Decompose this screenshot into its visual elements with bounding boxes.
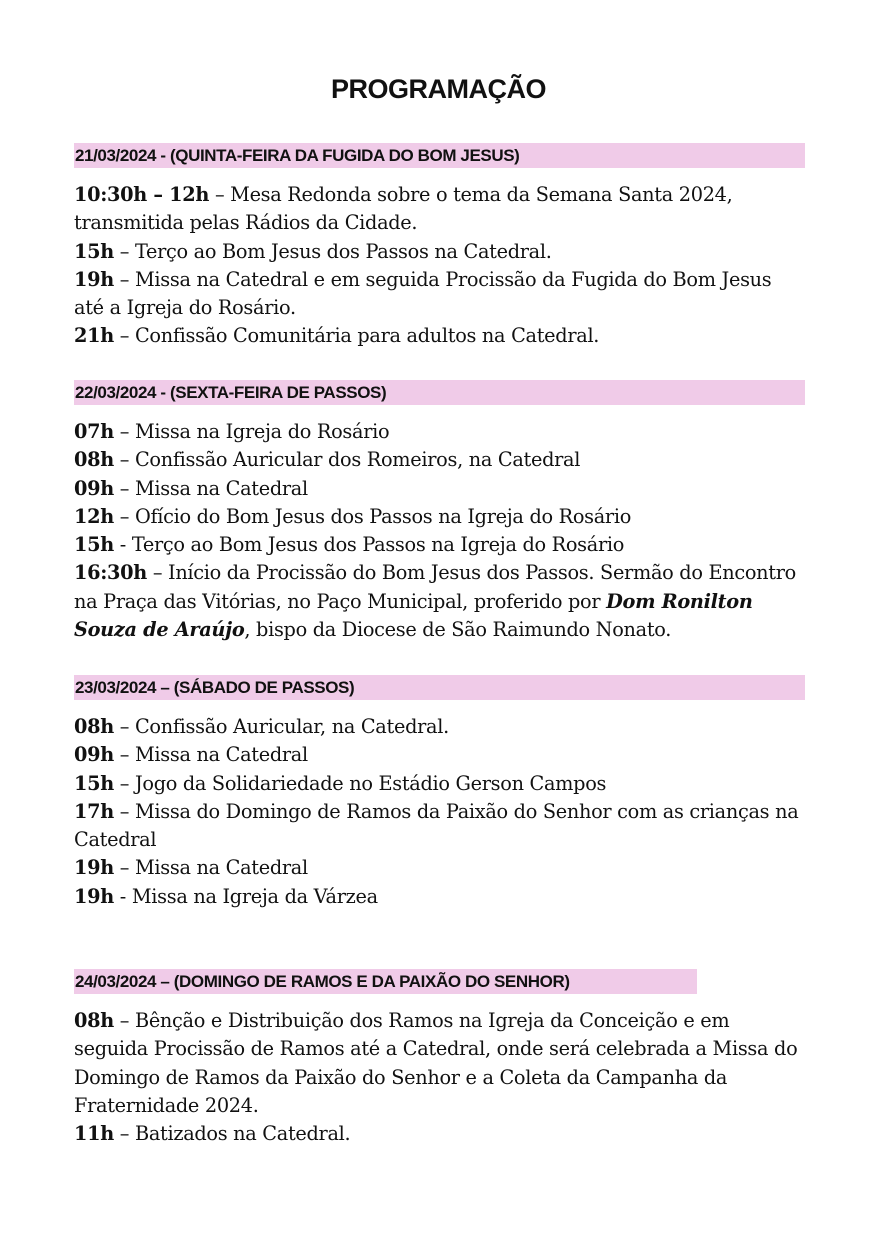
schedule-item — [74, 418, 805, 446]
schedule-text: – Bênção e Distribuição dos Ramos na Igreja da Conceição e em seguida Procissão de Ramos até a Catedral, onde será celebrada a Missa do Domingo de Ramos da Paixão do Senhor e a Coleta da Campanha da Fraternidade 2024. — [74, 1009, 798, 1117]
schedule-item — [74, 475, 805, 503]
schedule-time: 15h — [74, 239, 114, 263]
schedule-time: 19h — [74, 884, 114, 908]
schedule-time: 17h — [74, 799, 114, 823]
schedule-list — [74, 713, 805, 911]
schedule-item — [74, 1120, 805, 1148]
schedule-item — [74, 322, 805, 350]
schedule-time: 08h — [74, 1009, 114, 1032]
schedule-item — [74, 798, 805, 855]
schedule-text: – Missa na Igreja do Rosário — [113, 420, 390, 443]
schedule-time: 21h — [74, 324, 114, 348]
schedule-text: – Missa na Catedral — [113, 743, 308, 767]
schedule-item — [74, 854, 805, 882]
bishop-name: Dom Ronilton Souza de Araújo — [74, 589, 753, 642]
schedule-item — [74, 713, 805, 741]
schedule-text: – Missa do Domingo de Ramos da Paixão do Senhor com as crianças na Catedral — [74, 799, 799, 852]
schedule-text-after: , bispo da Diocese de São Raimundo Nonato. — [244, 618, 672, 642]
schedule-item — [74, 238, 805, 266]
schedule-time: 19h — [74, 856, 114, 880]
schedule-text: – Missa na Catedral e em seguida Procissão da Fugida do Bom Jesus até a Igreja do Rosário. — [74, 267, 772, 320]
section-friday — [74, 380, 805, 644]
schedule-list — [74, 181, 805, 351]
section-header: 22/03/2024 - (SEXTA-FEIRA DE PASSOS) — [74, 380, 805, 405]
section-header: 21/03/2024 - (QUINTA-FEIRA DA FUGIDA DO BOM JESUS) — [74, 143, 805, 168]
section-saturday — [74, 675, 805, 911]
schedule-text: – Início da Procissão do Bom Jesus dos Passos. Sermão do Encontro na Praça das Vitórias, no Paço Municipal, proferido por — [74, 561, 796, 613]
schedule-item — [74, 266, 805, 323]
schedule-item — [74, 1007, 805, 1120]
schedule-text: – Confissão Auricular, na Catedral. — [113, 715, 449, 738]
schedule-text: – Confissão Comunitária para adultos na Catedral. — [113, 324, 600, 348]
section-thursday — [74, 143, 805, 351]
schedule-time: 07h — [74, 420, 114, 443]
schedule-time: 10:30h – 12h — [74, 183, 210, 206]
schedule-text: - Missa na Igreja da Várzea — [113, 884, 378, 908]
schedule-text: – Missa na Catedral — [113, 476, 308, 500]
schedule-item — [74, 503, 805, 531]
section-header: 23/03/2024 – (SÁBADO DE PASSOS) — [74, 675, 805, 700]
schedule-time: 09h — [74, 476, 114, 500]
schedule-item — [74, 770, 805, 798]
schedule-text: – Ofício do Bom Jesus dos Passos na Igreja do Rosário — [113, 504, 632, 528]
schedule-time: 19h — [74, 267, 114, 291]
schedule-text: – Missa na Catedral — [113, 856, 308, 880]
schedule-item — [74, 559, 805, 644]
schedule-text: - Terço ao Bom Jesus dos Passos na Igreja do Rosário — [113, 533, 625, 557]
schedule-item — [74, 531, 805, 559]
schedule-time: 09h — [74, 743, 114, 767]
schedule-text: – Mesa Redonda sobre o tema da Semana Santa 2024, transmitida pelas Rádios da Cidade. — [74, 183, 733, 235]
schedule-item — [74, 741, 805, 769]
schedule-time: 15h — [74, 771, 114, 795]
schedule-text: – Jogo da Solidariedade no Estádio Gerson Campos — [113, 771, 607, 795]
schedule-time: 08h — [74, 448, 114, 472]
schedule-time: 16:30h — [74, 561, 147, 585]
schedule-text: – Terço ao Bom Jesus dos Passos na Catedral. — [113, 239, 552, 263]
schedule-text: – Confissão Auricular dos Romeiros, na Catedral — [113, 448, 581, 472]
schedule-list — [74, 418, 805, 644]
schedule-text: – Batizados na Catedral. — [113, 1122, 351, 1146]
schedule-time: 08h — [74, 715, 114, 738]
page-title: PROGRAMAÇÃO — [331, 74, 546, 104]
schedule-item — [74, 446, 805, 474]
schedule-list — [74, 1007, 805, 1148]
schedule-time: 15h — [74, 533, 114, 557]
section-sunday — [74, 969, 805, 1148]
schedule-item — [74, 883, 805, 911]
schedule-time: 12h — [74, 504, 114, 528]
section-header: 24/03/2024 – (DOMINGO DE RAMOS E DA PAIXÃO DO SENHOR) — [74, 969, 697, 994]
schedule-item — [74, 181, 805, 238]
schedule-time: 11h — [74, 1122, 114, 1146]
